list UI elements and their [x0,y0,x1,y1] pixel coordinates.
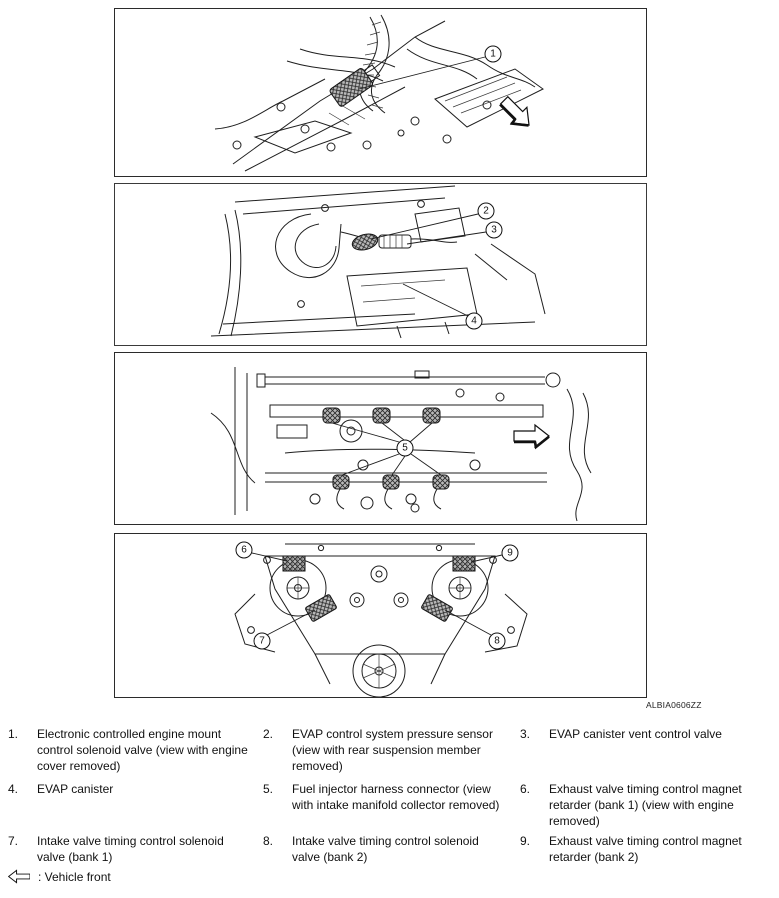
legend-item-8-text: Intake valve timing control solenoid valve (bank 2) [292,834,479,864]
engine-front-illustration [115,534,646,697]
legend-item-2 [263,727,510,774]
legend-item-7 [8,834,249,866]
intake-solenoid-bank1 [305,594,337,622]
callout-8-label: 8 [494,635,500,647]
evap-pressure-sensor [351,231,380,252]
direction-arrow-right-icon [514,425,549,447]
legend-item-1-text: Electronic controlled engine mount control solenoid valve (view with engine cover removed) [37,727,248,773]
legend-item-2-text: EVAP control system pressure sensor (view with rear suspension member removed) [292,727,493,773]
panel-rear-underbody-view [114,183,647,346]
legend-item-9-text: Exhaust valve timing control magnet retarder (bank 2) [549,834,742,864]
legend-item-9 [520,834,775,866]
callout-6 [236,542,287,561]
legend-item-3-text: EVAP canister vent control valve [549,727,722,741]
panel-engine-front-view [114,533,647,698]
legend-item-4 [8,782,249,798]
exhaust-retarder-bank1 [283,556,305,571]
legend-item-6 [520,782,775,829]
callout-2-label: 2 [483,205,489,217]
panel-engine-top-view [114,8,647,177]
callout-9-label: 9 [507,547,513,559]
callout-4-label: 4 [471,315,477,327]
callout-7 [254,610,315,649]
underbody-line-art [211,186,545,338]
legend-item-4-number: 4. [8,782,19,796]
intake-solenoid-bank2 [421,594,453,622]
legend-item-6-number: 6. [520,782,531,796]
fuel-injector-connectors [323,408,449,489]
legend-item-8-number: 8. [263,834,274,848]
direction-arrow-down-right-icon [496,92,536,132]
vehicle-front-label: : Vehicle front [38,869,111,884]
exhaust-retarder-bank2 [453,556,475,571]
figure-id: ALBIA0606ZZ [646,700,702,710]
panel-fuel-rail-view [114,352,647,525]
legend-item-5 [263,782,510,814]
legend-item-1 [8,727,249,774]
legend-item-4-text: EVAP canister [37,782,114,796]
engine-top-view-illustration [115,9,646,176]
callout-9 [471,545,518,562]
legend-item-5-text: Fuel injector harness connector (view with intake manifold collector removed) [292,782,500,812]
callout-1-label: 1 [490,48,496,60]
rear-underbody-illustration [115,184,646,345]
legend-item-2-number: 2. [263,727,274,741]
legend-item-1-number: 1. [8,727,19,741]
engine-line-art [215,15,543,171]
fuel-rail-illustration [115,353,646,524]
legend-item-6-text: Exhaust valve timing control magnet retarder (bank 1) (view with engine removed) [549,782,742,828]
legend-item-3-number: 3. [520,727,531,741]
engine-front-line-art [235,544,527,697]
vehicle-front-note [8,869,111,884]
vehicle-front-arrow-icon [8,869,30,884]
callout-4 [403,284,482,329]
legend-item-8 [263,834,510,866]
legend-item-9-number: 9. [520,834,531,848]
callout-6-label: 6 [241,544,247,556]
callout-3 [407,222,502,244]
callout-3-label: 3 [491,224,497,236]
callout-5-label: 5 [402,442,408,454]
legend-item-7-number: 7. [8,834,19,848]
legend-item-7-text: Intake valve timing control solenoid valve (bank 1) [37,834,224,864]
legend-item-5-number: 5. [263,782,274,796]
callout-7-label: 7 [259,635,265,647]
legend-item-3 [520,727,775,743]
